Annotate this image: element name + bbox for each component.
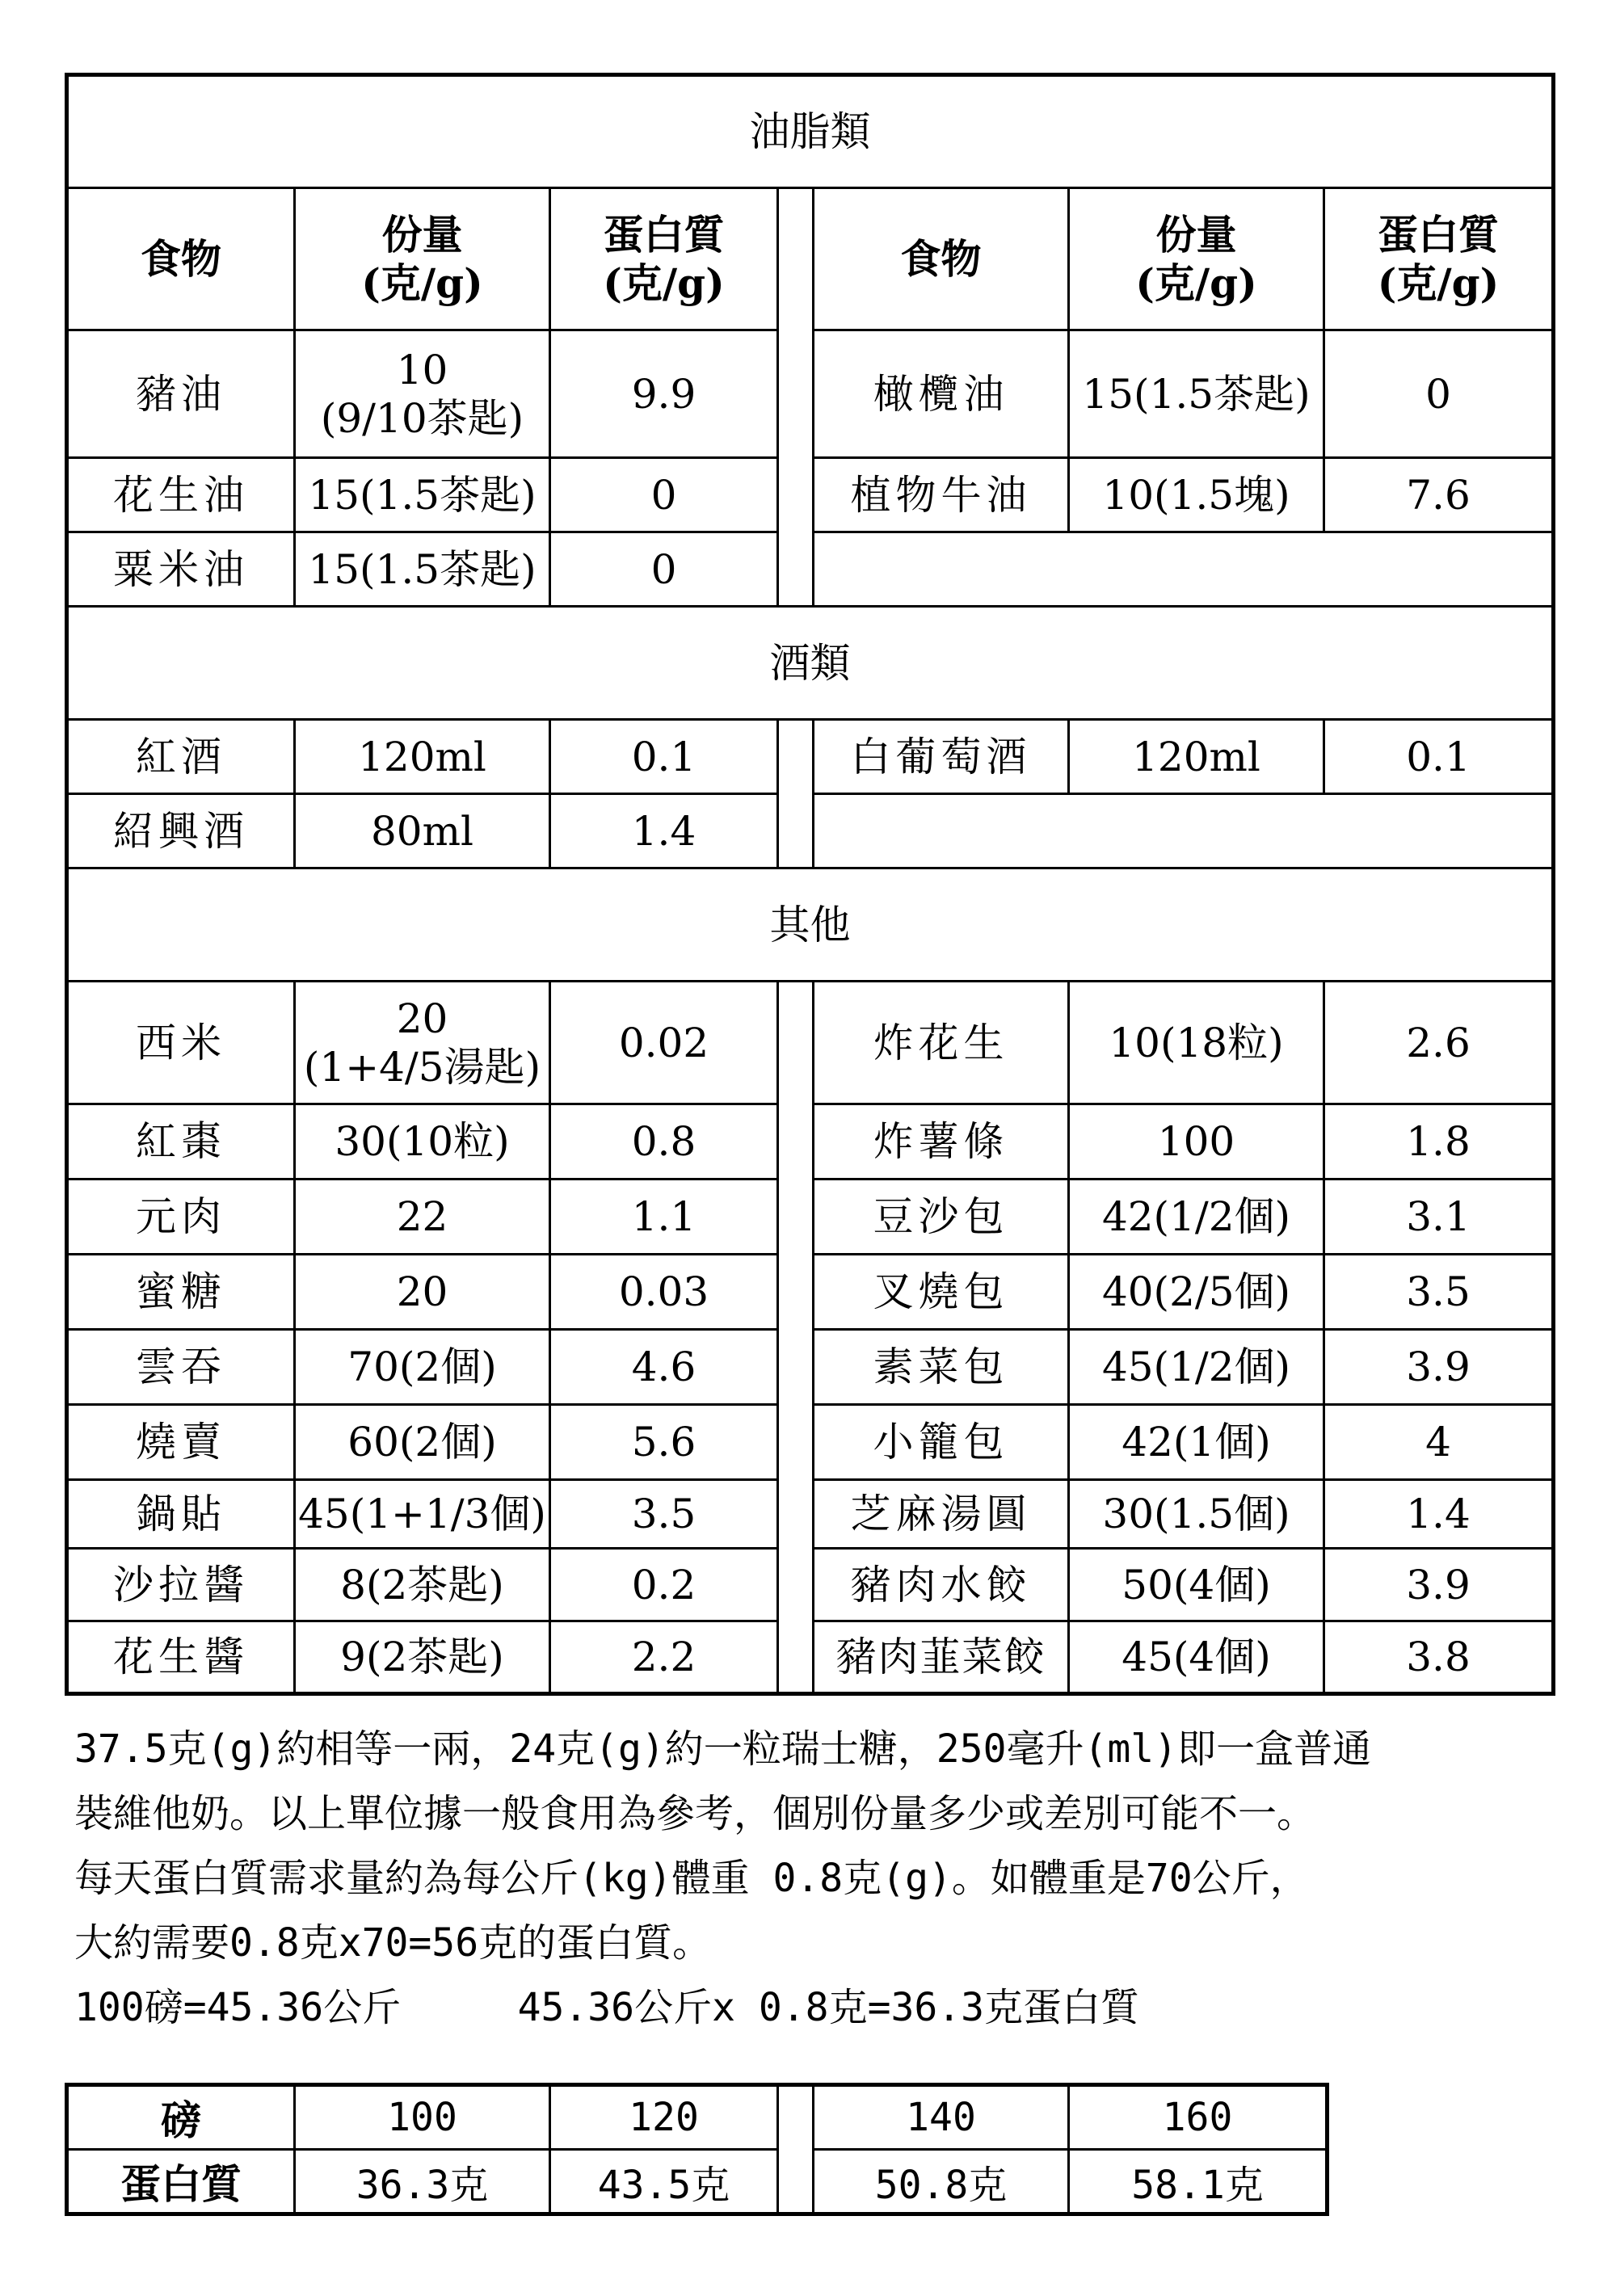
protein-cell: 3.9 [1324,1330,1554,1405]
protein-cell: 4.6 [550,1330,778,1405]
food-name: 橄欖油 [814,330,1069,458]
food-name: 花生醬 [67,1621,295,1694]
portion-cell: 42(1個) [1069,1405,1324,1480]
food-name: 豆沙包 [814,1180,1069,1255]
header-food-right: 食物 [814,188,1069,330]
pounds-label: 磅 [67,2085,295,2150]
portion-cell: 45(1/2個) [1069,1330,1324,1405]
food-name: 豬肉水餃 [814,1549,1069,1621]
portion-cell: 10(18粒) [1069,982,1324,1104]
protein-cell: 5.6 [550,1405,778,1480]
food-name: 沙拉醬 [67,1549,295,1621]
section-title-oils: 油脂類 [67,75,1554,188]
protein-cell: 2.2 [550,1621,778,1694]
portion-cell: 15(1.5茶匙) [1069,330,1324,458]
note-line: 裝維他奶。以上單位據一般食用為參考，個別份量多少或差別可能不一。 [74,1791,1316,1836]
header-portion: 份量 (克/g) [295,188,550,330]
header-protein-right: 蛋白質 (克/g) [1324,188,1554,330]
portion-cell: 30(10粒) [295,1104,550,1180]
portion-cell: 45(1+1/3個) [295,1480,550,1549]
food-name: 紅棗 [67,1104,295,1180]
header-portion-right: 份量 (克/g) [1069,188,1324,330]
column-divider [778,188,814,607]
column-divider [778,2085,814,2214]
food-name: 蜜糖 [67,1255,295,1330]
notes-paragraph [74,1717,1561,2040]
food-name: 芝麻湯圓 [814,1480,1069,1549]
portion-cell: 8(2茶匙) [295,1549,550,1621]
protein-cell: 3.5 [550,1480,778,1549]
food-name: 素菜包 [814,1330,1069,1405]
portion-cell: 100 [1069,1104,1324,1180]
protein-cell: 4 [1324,1405,1554,1480]
protein-cell: 0.1 [1324,720,1554,794]
food-name: 炸薯條 [814,1104,1069,1180]
portion-cell: 70(2個) [295,1330,550,1405]
portion-cell: 45(4個) [1069,1621,1324,1694]
protein-cell: 1.1 [550,1180,778,1255]
column-divider [778,720,814,868]
portion-cell: 20 [295,1255,550,1330]
protein-cell: 2.6 [1324,982,1554,1104]
food-name: 紅酒 [67,720,295,794]
protein-cell: 0.1 [550,720,778,794]
portion-cell: 10 (9/10茶匙) [295,330,550,458]
protein-value: 36.3克 [295,2150,550,2214]
section-title-other: 其他 [67,868,1554,982]
food-name: 白葡萄酒 [814,720,1069,794]
protein-cell: 1.8 [1324,1104,1554,1180]
food-name: 雲吞 [67,1330,295,1405]
protein-cell: 0.8 [550,1104,778,1180]
column-divider [778,982,814,1694]
header-protein: 蛋白質 (克/g) [550,188,778,330]
food-name: 粟米油 [67,532,295,607]
section-title-wine: 酒類 [67,607,1554,720]
protein-value: 50.8克 [814,2150,1069,2214]
food-name: 叉燒包 [814,1255,1069,1330]
empty-cell [814,532,1554,607]
note-line: 大約需要0.8克x70=56克的蛋白質。 [74,1920,712,1966]
pounds-value: 160 [1069,2085,1328,2150]
portion-cell: 120ml [1069,720,1324,794]
portion-cell: 30(1.5個) [1069,1480,1324,1549]
portion-cell: 15(1.5茶匙) [295,532,550,607]
food-name: 植物牛油 [814,458,1069,532]
protein-cell: 0 [550,532,778,607]
protein-label: 蛋白質 [67,2150,295,2214]
protein-cell: 1.4 [1324,1480,1554,1549]
table-row [67,982,1554,1104]
protein-cell: 0.03 [550,1255,778,1330]
header-food: 食物 [67,188,295,330]
portion-cell: 15(1.5茶匙) [295,458,550,532]
portion-cell: 9(2茶匙) [295,1621,550,1694]
food-name: 豬肉韮菜餃 [814,1621,1069,1694]
protein-cell: 0.02 [550,982,778,1104]
protein-cell: 3.9 [1324,1549,1554,1621]
portion-cell: 40(2/5個) [1069,1255,1324,1330]
protein-value: 58.1克 [1069,2150,1328,2214]
portion-cell: 50(4個) [1069,1549,1324,1621]
protein-cell: 7.6 [1324,458,1554,532]
table-row [67,720,1554,794]
portion-cell: 120ml [295,720,550,794]
pounds-protein-table [65,2083,1329,2216]
food-name: 紹興酒 [67,794,295,868]
portion-cell: 60(2個) [295,1405,550,1480]
portion-cell: 22 [295,1180,550,1255]
food-name: 炸花生 [814,982,1069,1104]
portion-cell: 20 (1+4/5湯匙) [295,982,550,1104]
note-line: 100磅=45.36公斤 45.36公斤x 0.8克=36.3克蛋白質 [74,1985,1140,2030]
protein-cell: 0.2 [550,1549,778,1621]
protein-cell: 3.1 [1324,1180,1554,1255]
protein-cell: 3.8 [1324,1621,1554,1694]
nutrition-table [65,73,1555,1696]
food-name: 小籠包 [814,1405,1069,1480]
food-name: 西米 [67,982,295,1104]
empty-cell [814,794,1554,868]
food-name: 豬油 [67,330,295,458]
food-name: 花生油 [67,458,295,532]
portion-cell: 80ml [295,794,550,868]
protein-cell: 0 [1324,330,1554,458]
protein-cell: 0 [550,458,778,532]
note-line: 37.5克(g)約相等一兩，24克(g)約一粒瑞士糖，250毫升(ml)即一盒普通 [74,1726,1372,1772]
pounds-value: 100 [295,2085,550,2150]
protein-cell: 9.9 [550,330,778,458]
portion-cell: 42(1/2個) [1069,1180,1324,1255]
protein-cell: 1.4 [550,794,778,868]
protein-cell: 3.5 [1324,1255,1554,1330]
portion-cell: 10(1.5塊) [1069,458,1324,532]
food-name: 鍋貼 [67,1480,295,1549]
note-line: 每天蛋白質需求量約為每公斤(kg)體重 0.8克(g)。如體重是70公斤， [74,1856,1309,1901]
pounds-value: 120 [550,2085,778,2150]
food-name: 燒賣 [67,1405,295,1480]
pounds-value: 140 [814,2085,1069,2150]
food-name: 元肉 [67,1180,295,1255]
protein-value: 43.5克 [550,2150,778,2214]
